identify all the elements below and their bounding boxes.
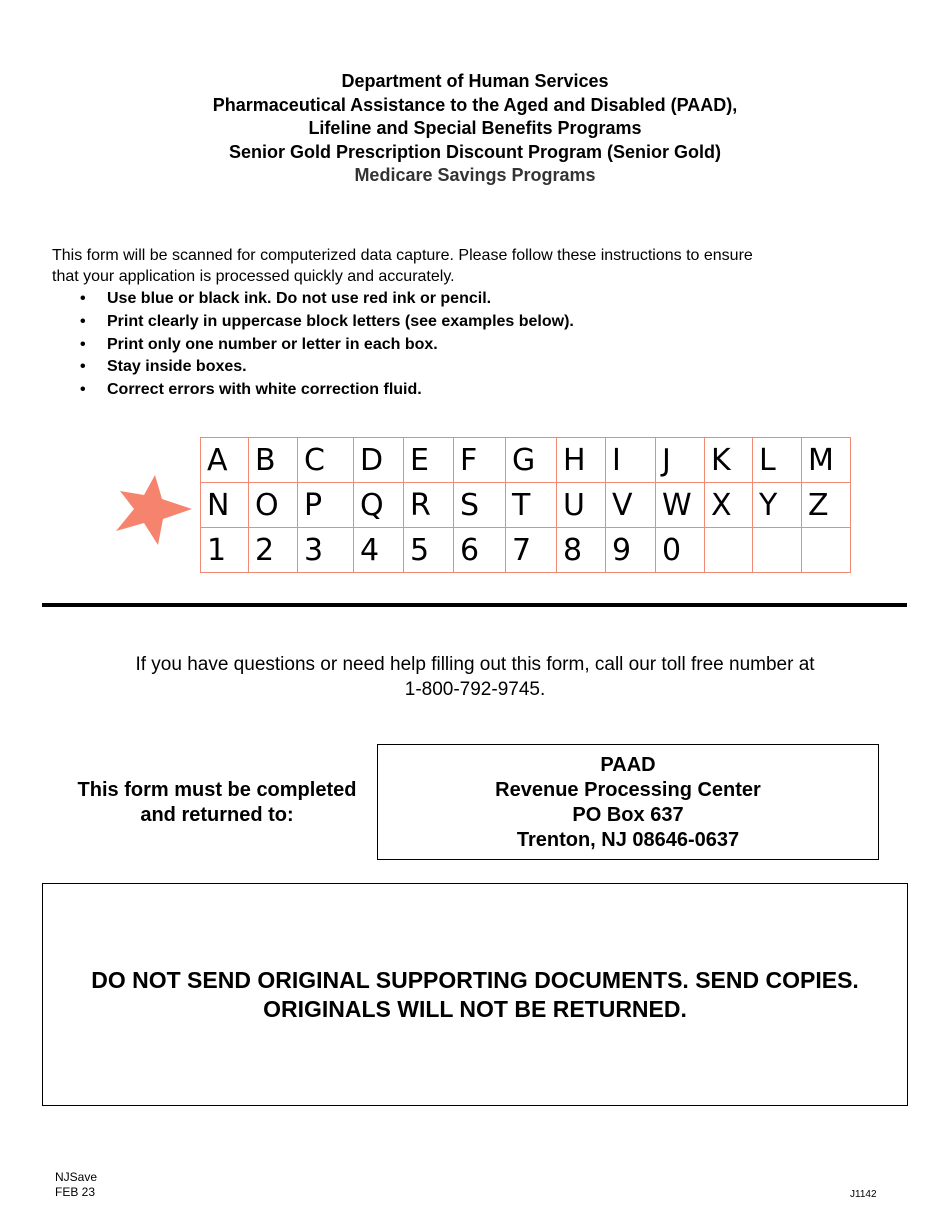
instruction-item: • Stay inside boxes. (80, 356, 574, 379)
return-label-line: and returned to: (140, 804, 294, 826)
intro-line: This form will be scanned for computerized data capture. Please follow these instructions to ensure (52, 247, 753, 264)
grid-cell: V (606, 483, 656, 528)
footer-name: NJSave (55, 1170, 98, 1184)
star-icon (114, 475, 194, 547)
grid-row (201, 483, 851, 528)
grid-cell (802, 528, 851, 573)
grid-cell: J (656, 438, 705, 483)
header-paad: Pharmaceutical Assistance to the Aged and Disabled (PAAD), (212, 94, 738, 115)
instruction-item: • Print only one number or letter in each box. (80, 334, 574, 357)
instructions-intro (52, 245, 892, 287)
header-department: Department of Human Services (341, 71, 609, 91)
grid-cell: L (753, 438, 802, 483)
grid-row (201, 438, 851, 483)
grid-cell: K (705, 438, 753, 483)
footer-date: FEB 23 (55, 1185, 96, 1199)
grid-cell (753, 528, 802, 573)
grid-cell: G (506, 438, 557, 483)
grid-cell (705, 528, 753, 573)
warning-box (42, 883, 908, 1106)
header-lifeline: Lifeline and Special Benefits Programs (308, 118, 642, 138)
grid-cell: T (506, 483, 557, 528)
grid-cell: N (201, 483, 249, 528)
address-line: Trenton, NJ 08646-0637 (516, 829, 740, 851)
grid-cell: F (454, 438, 506, 483)
header-senior-gold: Senior Gold Prescription Discount Program (Senior Gold) (228, 141, 722, 162)
return-label (52, 778, 382, 828)
grid-cell: 2 (249, 528, 298, 573)
header-medicare: Medicare Savings Programs (354, 165, 596, 185)
grid-cell: R (404, 483, 454, 528)
grid-cell: D (354, 438, 404, 483)
grid-cell: 6 (454, 528, 506, 573)
grid-cell: Z (802, 483, 851, 528)
grid-cell: 5 (404, 528, 454, 573)
instruction-item: • Use blue or black ink. Do not use red ink or pencil. (80, 288, 574, 311)
warning-line: ORIGINALS WILL NOT BE RETURNED. (263, 995, 687, 1022)
grid-cell: 8 (557, 528, 606, 573)
grid-cell: I (606, 438, 656, 483)
return-label-line: This form must be completed (77, 779, 357, 801)
grid-cell: Q (354, 483, 404, 528)
help-phone: 1-800-792-9745. (404, 679, 546, 700)
return-address-box (377, 744, 879, 860)
grid-cell: S (454, 483, 506, 528)
grid-cell: U (557, 483, 606, 528)
form-code: J1142 (850, 1189, 877, 1200)
grid-cell: C (298, 438, 354, 483)
grid-cell: 3 (298, 528, 354, 573)
grid-row (201, 528, 851, 573)
instruction-item: • Print clearly in uppercase block letters (see examples below). (80, 311, 574, 334)
grid-cell: Y (753, 483, 802, 528)
address-line: PAAD (600, 754, 656, 776)
grid-cell: P (298, 483, 354, 528)
help-text (0, 652, 950, 702)
help-line: If you have questions or need help filling out this form, call our toll free number at (135, 654, 815, 675)
instruction-item: • Correct errors with white correction fluid. (80, 379, 574, 402)
grid-cell: W (656, 483, 705, 528)
instruction-list (80, 288, 574, 402)
grid-cell: B (249, 438, 298, 483)
address-line: Revenue Processing Center (495, 779, 761, 801)
grid-cell: 1 (201, 528, 249, 573)
grid-cell: 7 (506, 528, 557, 573)
footer-info (55, 1170, 97, 1200)
grid-cell: X (705, 483, 753, 528)
address-line: PO Box 637 (572, 804, 684, 826)
grid-cell: M (802, 438, 851, 483)
grid-cell: 9 (606, 528, 656, 573)
section-divider (42, 603, 907, 607)
grid-cell: 4 (354, 528, 404, 573)
grid-cell: O (249, 483, 298, 528)
form-header (0, 70, 950, 188)
grid-cell: A (201, 438, 249, 483)
grid-cell: H (557, 438, 606, 483)
grid-cell: E (404, 438, 454, 483)
grid-cell: 0 (656, 528, 705, 573)
letter-example-grid (200, 437, 851, 573)
warning-line: DO NOT SEND ORIGINAL SUPPORTING DOCUMENTS. SEND COPIES. (91, 966, 859, 993)
intro-line: that your application is processed quickly and accurately. (52, 268, 455, 285)
